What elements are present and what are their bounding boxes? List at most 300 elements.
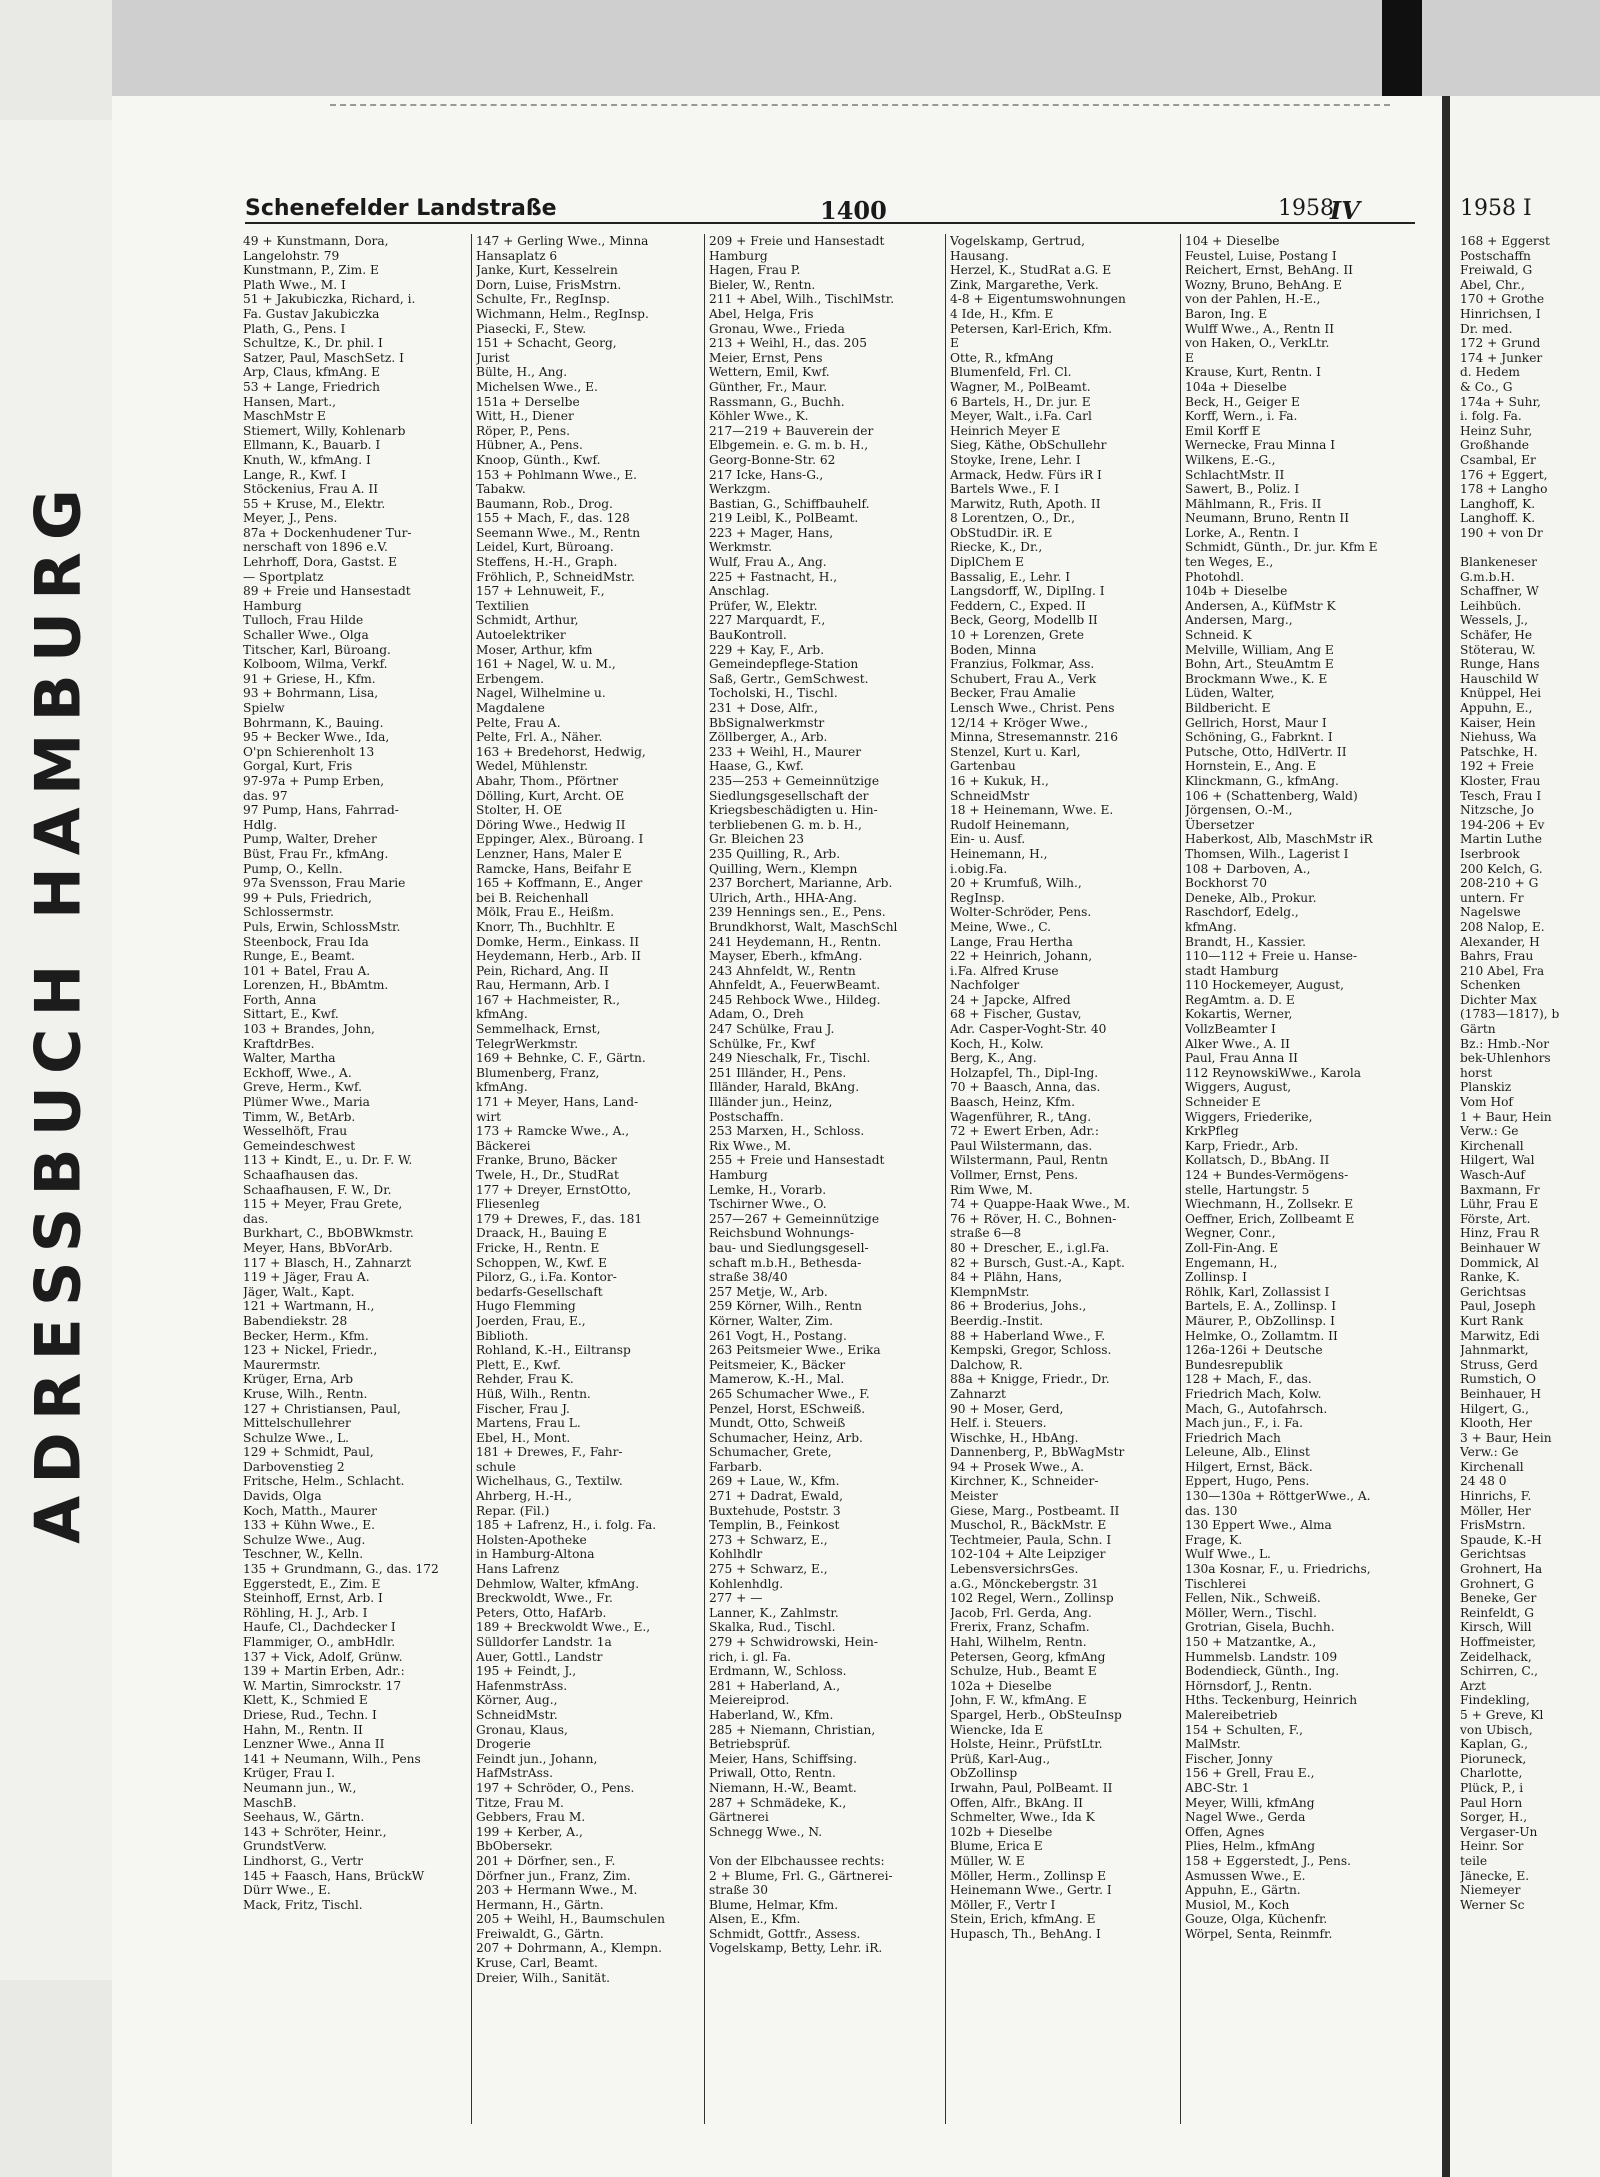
directory-entry-line: 259 Körner, Wilh., Rentn	[709, 1299, 862, 1314]
directory-entry-line: Gartenbau	[950, 759, 1016, 774]
directory-entry-line: 205 + Weihl, H., Baumschulen	[476, 1912, 665, 1927]
directory-entry-line: Minna, Stresemannstr. 216	[950, 730, 1119, 745]
directory-entry-line: Lehrhoff, Dora, Gastst. E	[243, 555, 398, 570]
directory-entry-line: 101 + Batel, Frau A.	[243, 963, 371, 978]
directory-entry-line: Wulf Wwe., L.	[1185, 1547, 1271, 1562]
directory-entry-line: Grotrian, Gisela, Buchh.	[1185, 1620, 1335, 1635]
directory-entry-line: 89 + Freie und Hansestadt	[243, 584, 411, 599]
directory-entry-line: 157 + Lehnuweit, F.,	[476, 584, 605, 599]
directory-entry-line: 245 Rehbock Wwe., Hildeg.	[709, 992, 881, 1007]
directory-entry-line: Biblioth.	[476, 1328, 529, 1343]
adjacent-entry-line: Kaplan, G.,	[1460, 1737, 1528, 1752]
adjacent-entry-line: Planskiz	[1460, 1080, 1512, 1095]
directory-entry-line: BauKontroll.	[709, 628, 787, 643]
directory-entry-line: 20 + Krumfuß, Wilh.,	[950, 876, 1082, 891]
directory-entry-line: 18 + Heinemann, Wwe. E.	[950, 803, 1114, 818]
directory-entry-line: 281 + Haberland, A.,	[709, 1678, 841, 1693]
directory-entry-line: 119 + Jäger, Frau A.	[243, 1270, 370, 1285]
directory-entry-line: KlempnMstr.	[950, 1284, 1030, 1299]
column-divider	[945, 234, 946, 2124]
directory-entry-line: 108 + Darboven, A.,	[1185, 861, 1311, 876]
directory-entry-line: 55 + Kruse, M., Elektr.	[243, 496, 386, 511]
directory-entry-line: Penzel, Horst, ESchweiß.	[709, 1401, 866, 1416]
directory-entry-line: Eppinger, Alex., Büroang. I	[476, 832, 644, 847]
directory-entry-line: 161 + Nagel, W. u. M.,	[476, 657, 616, 672]
directory-entry-line: Hupasch, Th., BehAng. I	[950, 1926, 1101, 1941]
adjacent-entry-line: 172 + Grund	[1460, 336, 1541, 351]
directory-entry-line: 2 + Blume, Frl. G., Gärtnerei-	[709, 1868, 893, 1883]
directory-entry-line: 90 + Moser, Gerd,	[950, 1401, 1064, 1416]
directory-entry-line: Lensch Wwe., Christ. Pens	[950, 701, 1115, 715]
directory-entry-line: Siedlungsgesellschaft der	[709, 788, 869, 803]
adjacent-entry-line: Abel, Chr.,	[1460, 277, 1525, 292]
directory-entry-line: MaschMstr E	[243, 409, 326, 424]
directory-entry-line: i.Fa. Alfred Kruse	[950, 963, 1059, 978]
adjacent-entry-line: d. Hedem	[1460, 365, 1520, 380]
directory-entry-line: Fischer, Frau J.	[476, 1401, 570, 1416]
directory-entry-line: 217 Icke, Hans-G.,	[709, 467, 824, 482]
directory-entry-line: Frage, K.	[1185, 1532, 1243, 1547]
directory-entry-line: 110 Hockemeyer, August,	[1185, 978, 1344, 993]
directory-entry-line: 6 Bartels, H., Dr. jur. E	[950, 394, 1091, 409]
spine-lettering	[18, 150, 98, 1870]
adjacent-entry-line: teile	[1460, 1853, 1488, 1868]
directory-entry-line: Drogerie	[476, 1737, 531, 1752]
directory-entry-line: Mamerow, K.-H., Mal.	[709, 1372, 845, 1387]
adjacent-entry-line: Dr. med.	[1460, 321, 1513, 336]
adjacent-entry-line: Alexander, H	[1460, 934, 1540, 949]
directory-entry-line: Hdlg.	[243, 817, 278, 832]
directory-entry-line: 261 Vogt, H., Postang.	[709, 1328, 847, 1343]
directory-entry-line: RegAmtm. a. D. E	[1185, 992, 1295, 1007]
directory-entry-line: Holzapfel, Th., Dipl-Ing.	[950, 1065, 1099, 1080]
directory-entry-line: Wischke, H., HbAng.	[950, 1430, 1079, 1445]
directory-entry-line: Kruse, Wilh., Rentn.	[243, 1386, 368, 1401]
directory-entry-line: Ebel, H., Mont.	[476, 1430, 571, 1445]
directory-entry-line: Postschaffn.	[709, 1109, 784, 1124]
directory-entry-line: Schulte, Fr., RegInsp.	[476, 292, 610, 307]
adjacent-entry-line: Hoffmeister,	[1460, 1635, 1537, 1649]
directory-entry-line: Werkzgm.	[709, 482, 771, 497]
directory-entry-line: Franzius, Folkmar, Ass.	[950, 657, 1095, 672]
directory-entry-line: Günther, Fr., Maur.	[709, 379, 828, 394]
directory-entry-line: Schoppen, W., Kwf. E	[476, 1255, 608, 1270]
adjacent-entry-line: Knüppel, Hei	[1460, 686, 1542, 701]
directory-entry-line: 153 + Pohlmann Wwe., E.	[476, 467, 637, 482]
directory-entry-line: Kempski, Gregor, Schloss.	[950, 1343, 1112, 1358]
directory-entry-line: Tabakw.	[476, 482, 526, 497]
directory-entry-line: E	[1185, 350, 1194, 365]
directory-entry-line: Kirchner, K., Schneider-	[950, 1474, 1099, 1489]
directory-entry-line: 86 + Broderius, Johs.,	[950, 1299, 1087, 1314]
adjacent-page-column	[1460, 234, 1600, 2164]
directory-entry-line: Zöllberger, A., Arb.	[709, 730, 828, 745]
directory-entry-line: Emil Korff E	[1185, 423, 1261, 438]
directory-entry-line: Haberkost, Alb, MaschMstr iR	[1185, 832, 1373, 847]
directory-entry-line: 257 Metje, W., Arb.	[709, 1284, 828, 1299]
directory-entry-line: Hilgert, Ernst, Bäck.	[1185, 1459, 1313, 1474]
directory-entry-line: 155 + Mach, F., das. 128	[476, 511, 630, 526]
directory-entry-line: Rim Wwe, M.	[950, 1182, 1033, 1197]
directory-entry-line: 211 + Abel, Wilh., TischlMstr.	[709, 292, 895, 307]
directory-entry-line: Seemann Wwe., M., Rentn	[476, 525, 641, 540]
directory-entry-line: Hermann, H., Gärtn.	[476, 1897, 604, 1912]
directory-entry-line: 123 + Nickel, Friedr.,	[243, 1343, 378, 1358]
directory-entry-line: Bockhorst 70	[1185, 876, 1268, 891]
directory-entry-line: Berg, K., Ang.	[950, 1051, 1037, 1066]
directory-entry-line: Dürr Wwe., E.	[243, 1883, 331, 1898]
directory-entry-line: Schaafhausen das.	[243, 1168, 359, 1182]
directory-entry-line: Helf. i. Steuers.	[950, 1416, 1047, 1431]
directory-entry-line: Driese, Rud., Techn. I	[243, 1707, 377, 1722]
directory-entry-line: 74 + Quappe-Haak Wwe., M.	[950, 1197, 1131, 1212]
directory-entry-line: Oeffner, Erich, Zollbeamt E	[1185, 1211, 1355, 1226]
directory-entry-line: Eppert, Hugo, Pens.	[1185, 1474, 1310, 1489]
directory-entry-line: Meyer, Walt., i.Fa. Carl	[950, 409, 1092, 424]
directory-entry-line: Teschner, W., Kelln.	[243, 1547, 364, 1562]
directory-entry-line: 106 + (Schattenberg, Wald)	[1185, 788, 1358, 803]
directory-entry-line: 163 + Bredehorst, Hedwig,	[476, 744, 646, 759]
directory-entry-line: Beck, H., Geiger E	[1185, 394, 1300, 409]
adjacent-entry-line: Arzt	[1460, 1678, 1486, 1693]
adjacent-entry-line: 5 + Greve, Kl	[1460, 1707, 1544, 1722]
directory-entry-line: Blumenfeld, Frl. Cl.	[950, 365, 1072, 380]
adjacent-entry-line: & Co., G	[1460, 379, 1513, 394]
directory-entry-line: Vollmer, Ernst, Pens.	[950, 1168, 1079, 1182]
directory-entry-line: Dreier, Wilh., Sanität.	[476, 1970, 611, 1985]
adjacent-entry-line: 210 Abel, Fra	[1460, 963, 1545, 978]
directory-entry-line: a.G., Mönckebergstr. 31	[950, 1576, 1099, 1591]
adjacent-entry-line: Klooth, Her	[1460, 1416, 1532, 1431]
directory-entry-line: Walter, Martha	[243, 1051, 336, 1066]
directory-entry-line: 158 + Eggerstedt, J., Pens.	[1185, 1853, 1351, 1868]
directory-entry-line: Hausang.	[950, 248, 1009, 263]
directory-entry-line: Vogelskamp, Gertrud,	[950, 234, 1085, 248]
adjacent-entry-line: Dommick, Al	[1460, 1255, 1539, 1270]
directory-entry-line: Plies, Helm., kfmAng	[1185, 1839, 1316, 1854]
directory-entry-line: 247 Schülke, Frau J.	[709, 1022, 835, 1037]
directory-entry-line: Seehaus, W., Gärtn.	[243, 1810, 365, 1825]
directory-entry-line: 115 + Meyer, Frau Grete,	[243, 1197, 403, 1212]
directory-entry-line: Heydemann, Herb., Arb. II	[476, 949, 641, 964]
directory-entry-line: Piasecki, F., Stew.	[476, 321, 587, 336]
directory-entry-line: 217—219 + Bauverein der	[709, 423, 874, 438]
directory-entry-line: Röper, P., Pens.	[476, 423, 570, 438]
directory-entry-line: Armack, Hedw. Fürs iR I	[950, 467, 1102, 482]
directory-entry-line: Neumann jun., W.,	[243, 1780, 357, 1795]
directory-entry-line: straße 6—8	[950, 1226, 1022, 1241]
directory-entry-line: Friedrich Mach	[1185, 1430, 1281, 1445]
directory-entry-line: Meyer, J., Pens.	[243, 511, 338, 526]
directory-entry-line: stelle, Hartungstr. 5	[1185, 1182, 1310, 1197]
directory-entry-line: Sieg, Käthe, ObSchullehr	[950, 438, 1107, 453]
directory-entry-line: Lüden, Walter,	[1185, 686, 1275, 701]
directory-entry-line: Fritsche, Helm., Schlacht.	[243, 1474, 405, 1489]
directory-entry-line: Dannenberg, P., BbWagMstr	[950, 1445, 1125, 1460]
directory-entry-line: 104b + Dieselbe	[1185, 584, 1288, 599]
directory-entry-line: 72 + Ewert Erben, Adr.:	[950, 1124, 1100, 1139]
directory-entry-line: 135 + Grundmann, G., das. 172	[243, 1562, 439, 1577]
directory-entry-line: 130 Eppert Wwe., Alma	[1185, 1518, 1332, 1533]
directory-entry-line: 169 + Behnke, C. F., Gärtn.	[476, 1051, 646, 1066]
directory-entry-line: Irwahn, Paul, PolBeamt. II	[950, 1780, 1113, 1795]
page-number: 1400	[820, 196, 887, 225]
directory-entry-line: 165 + Koffmann, E., Anger	[476, 876, 643, 891]
directory-entry-line: Gebbers, Frau M.	[476, 1810, 586, 1825]
directory-entry-line: Sittart, E., Kwf.	[243, 1007, 339, 1022]
directory-entry-line: 285 + Niemann, Christian,	[709, 1722, 876, 1737]
directory-entry-line: Helmke, O., Zollamtm. II	[1185, 1328, 1338, 1343]
directory-entry-line: 93 + Bohrmann, Lisa,	[243, 686, 379, 701]
adjacent-entry-line: 194-206 + Ev	[1460, 817, 1545, 832]
directory-entry-line: Prüß, Karl-Aug.,	[950, 1751, 1051, 1766]
directory-entry-line: 129 + Schmidt, Paul,	[243, 1445, 374, 1460]
directory-entry-line: Meyer, Willi, kfmAng	[1185, 1795, 1315, 1810]
directory-entry-line: John, F. W., kfmAng. E	[950, 1693, 1087, 1708]
directory-entry-line: 275 + Schwarz, E.,	[709, 1562, 828, 1577]
directory-entry-line: Beck, Georg, Modellb II	[950, 613, 1098, 628]
directory-entry-line: Puls, Erwin, SchlossMstr.	[243, 919, 401, 934]
directory-entry-line: SchlachtMstr. II	[1185, 467, 1285, 482]
directory-entry-line: 219 Leibl, K., PolBeamt.	[709, 511, 859, 526]
directory-entry-line: Kokartis, Werner,	[1185, 1007, 1293, 1022]
directory-entry-line: 97-97a + Pump Erben,	[243, 773, 385, 788]
directory-entry-line: Thomsen, Wilh., Lagerist I	[1185, 846, 1349, 861]
directory-entry-line: Hamburg	[709, 248, 768, 263]
directory-entry-line: Stöckenius, Frau A. II	[243, 482, 379, 497]
directory-entry-line: stadt Hamburg	[1185, 963, 1279, 978]
adjacent-entry-line: 174 + Junker	[1460, 350, 1543, 365]
directory-entry-line: straße 30	[709, 1883, 768, 1898]
adjacent-entry-line: Nitzsche, Jo	[1460, 803, 1534, 818]
directory-entry-line: Brockmann Wwe., K. E	[1185, 671, 1328, 686]
adjacent-entry-line: 1 + Baur, Hein	[1460, 1109, 1552, 1124]
directory-entry-line: 167 + Hachmeister, R.,	[476, 992, 620, 1007]
adjacent-entry-line: Beinhauer, H	[1460, 1386, 1541, 1401]
adjacent-entry-line: Leihbüch.	[1460, 598, 1522, 613]
directory-entry-line: 112 ReynowskiWwe., Karola	[1185, 1065, 1362, 1080]
top-dashed-rule	[330, 104, 1390, 106]
directory-entry-line: Sawert, B., Poliz. I	[1185, 482, 1300, 497]
directory-entry-line: Alsen, E., Kfm.	[709, 1912, 801, 1927]
directory-entry-line: Stein, Erich, kfmAng. E	[950, 1912, 1096, 1927]
directory-entry-line: Langelohstr. 79	[243, 248, 340, 263]
directory-entry-line: Kollatsch, D., BbAng. II	[1185, 1153, 1330, 1168]
directory-entry-line	[709, 1839, 943, 1854]
directory-entry-line: Bohn, Art., SteuAmtm E	[1185, 657, 1334, 672]
adjacent-entry-line: Heinz Suhr,	[1460, 423, 1533, 438]
directory-entry-line: Stiemert, Willy, Kohlenarb	[243, 423, 406, 438]
directory-entry-line: Heinemann, H.,	[950, 846, 1048, 861]
directory-entry-line: 99 + Puls, Friedrich,	[243, 890, 372, 905]
directory-entry-line: 143 + Schröter, Heinr.,	[243, 1824, 387, 1839]
directory-entry-line: Gr. Bleichen 23	[709, 832, 805, 847]
directory-entry-line: 197 + Schröder, O., Pens.	[476, 1780, 635, 1795]
directory-entry-line: das. 97	[243, 788, 288, 803]
directory-entry-line: 156 + Grell, Frau E.,	[1185, 1766, 1315, 1781]
directory-entry-line: Frerix, Franz, Schafm.	[950, 1620, 1090, 1635]
directory-entry-line: Hansen, Mart.,	[243, 394, 337, 409]
directory-entry-line: 141 + Neumann, Wilh., Pens	[243, 1751, 421, 1766]
directory-entry-line: Zollinsp. I	[1185, 1270, 1247, 1285]
directory-entry-line: MalMstr.	[1185, 1737, 1241, 1752]
directory-entry-line: Hugo Flemming	[476, 1299, 576, 1314]
directory-entry-line: Timm, W., BetArb.	[243, 1109, 356, 1124]
directory-entry-line: Rohland, K.-H., Eiltransp	[476, 1343, 631, 1358]
directory-entry-line: Priwall, Otto, Rentn.	[709, 1766, 836, 1781]
directory-entry-line: MaschB.	[243, 1795, 297, 1810]
directory-entry-line: Vogelskamp, Betty, Lehr. iR.	[709, 1941, 883, 1956]
adjacent-entry-line: 176 + Eggert,	[1460, 467, 1548, 482]
directory-entry-line: 110—112 + Freie u. Hanse-	[1185, 949, 1358, 964]
directory-entry-line: Wörpel, Senta, Reinmfr.	[1185, 1926, 1333, 1941]
directory-entry-line: 253 Marxen, H., Schloss.	[709, 1124, 865, 1139]
directory-entry-line: 4-8 + Eigentumswohnungen	[950, 292, 1126, 307]
directory-entry-line: VollzBeamter I	[1185, 1022, 1276, 1037]
directory-entry-line: bei B. Reichenhall	[476, 890, 589, 905]
directory-entry-line: Schülke, Fr., Kwf	[709, 1036, 815, 1051]
adjacent-entry-line: Iserbrook	[1460, 846, 1520, 861]
directory-entry-line: Pelte, Frl. A., Näher.	[476, 730, 603, 745]
directory-entry-line: terbliebenen G. m. b. H.,	[709, 817, 862, 832]
directory-entry-line: Haase, G., Kwf.	[709, 759, 804, 774]
directory-entry-line: Rix Wwe., M.	[709, 1138, 791, 1153]
directory-entry-line: 203 + Hermann Wwe., M.	[476, 1883, 638, 1898]
adjacent-entry-line: Kirsch, Will	[1460, 1620, 1532, 1635]
directory-entry-line: Bäckerei	[476, 1138, 531, 1153]
directory-entry-line: 130—130a + RöttgerWwe., A.	[1185, 1489, 1371, 1504]
adjacent-entry-line: Martin Luthe	[1460, 832, 1542, 847]
directory-entry-line: Bassalig, E., Lehr. I	[950, 569, 1071, 584]
directory-entry-line: Hagen, Frau P.	[709, 263, 801, 278]
directory-entry-line: Steffens, H.-H., Graph.	[476, 555, 618, 570]
directory-entry-line: bau- und Siedlungsgesell-	[709, 1240, 869, 1255]
directory-entry-line: Plett, E., Kwf.	[476, 1357, 561, 1372]
directory-entry-line: SchneidMstr	[950, 788, 1030, 803]
directory-entry-line: SchneidMstr.	[476, 1707, 558, 1722]
directory-entry-line: Zink, Margarethe, Verk.	[950, 277, 1099, 292]
directory-entry-line: 243 Ahnfeldt, W., Rentn	[709, 963, 856, 978]
directory-entry-line: Schulze, Hub., Beamt E	[950, 1664, 1097, 1679]
adjacent-entry-line: Postschaffn	[1460, 248, 1531, 263]
directory-entry-line: Boden, Minna	[950, 642, 1037, 657]
directory-entry-line: Lorenzen, H., BbAmtm.	[243, 978, 389, 993]
directory-entry-line: Draack, H., Bauing E	[476, 1226, 607, 1241]
directory-entry-line: Schneider E	[1185, 1095, 1261, 1110]
directory-entry-line: Tischlerei	[1185, 1576, 1247, 1591]
adjacent-entry-line: Grohnert, Ha	[1460, 1562, 1543, 1577]
adjacent-entry-line: Charlotte,	[1460, 1766, 1523, 1781]
directory-entry-line: 53 + Lange, Friedrich	[243, 379, 381, 394]
directory-entry-line: 249 Nieschalk, Fr., Tischl.	[709, 1051, 871, 1066]
directory-entry-line: Hübner, A., Pens.	[476, 438, 583, 453]
directory-entry-line: Eckhoff, Wwe., A.	[243, 1065, 352, 1080]
directory-entry-line: Körner, Walter, Zim.	[709, 1313, 834, 1328]
directory-entry-line: Mach jun., F., i. Fa.	[1185, 1416, 1303, 1431]
directory-entry-line: Fröhlich, P., SchneidMstr.	[476, 569, 635, 584]
directory-entry-line: Werkmstr.	[709, 540, 773, 555]
directory-entry-line: Fischer, Jonny	[1185, 1751, 1273, 1766]
directory-entry-line: ABC-Str. 1	[1185, 1780, 1250, 1795]
directory-entry-line: Dorn, Luise, FrisMstrn.	[476, 277, 622, 292]
adjacent-entry-line: Bahrs, Frau	[1460, 949, 1534, 964]
directory-entry-line: Hans Lafrenz	[476, 1562, 560, 1577]
directory-entry-line: Kohlenhdlg.	[709, 1576, 784, 1591]
directory-entry-line: 102-104 + Alte Leipziger	[950, 1547, 1106, 1562]
directory-entry-line: Nagel Wwe., Gerda	[1185, 1810, 1306, 1825]
directory-entry-line: Burkhart, C., BbOBWkmstr.	[243, 1226, 414, 1241]
adjacent-entry-line: Bz.: Hmb.-Nor	[1460, 1036, 1550, 1051]
adjacent-entry-line: Sorger, H.,	[1460, 1810, 1528, 1825]
directory-entry-line: Giese, Marg., Postbeamt. II	[950, 1503, 1120, 1518]
directory-entry-line: Köhler Wwe., K.	[709, 409, 809, 424]
directory-entry-line: 49 + Kunstmann, Dora,	[243, 234, 389, 248]
adjacent-entry-line: Niehuss, Wa	[1460, 730, 1537, 745]
directory-entry-line: wirt	[476, 1109, 502, 1124]
directory-entry-line: Spielw	[243, 701, 285, 715]
directory-entry-line: 207 + Dohrmann, A., Klempn.	[476, 1941, 662, 1956]
directory-entry-line: Witt, H., Diener	[476, 409, 574, 424]
page-header-street: Schenefelder Landstraße	[245, 196, 557, 221]
directory-entry-line: Mayser, Eberh., kfmAng.	[709, 949, 863, 964]
directory-entry-line: 231 + Dose, Alfr.,	[709, 701, 818, 715]
page-header-volume: IV	[1330, 196, 1360, 225]
directory-entry-line: Blume, Erica E	[950, 1839, 1043, 1854]
directory-entry-line: Lenzner Wwe., Anna II	[243, 1737, 385, 1752]
directory-entry-line: i.obig.Fa.	[950, 861, 1008, 876]
directory-column-4	[950, 234, 1178, 2134]
directory-entry-line: 179 + Drewes, F., das. 181	[476, 1211, 643, 1226]
adjacent-entry-line: Plück, P., i	[1460, 1780, 1524, 1795]
adjacent-entry-line: Förste, Art.	[1460, 1211, 1531, 1226]
directory-entry-line: 127 + Christiansen, Paul,	[243, 1401, 401, 1416]
directory-entry-line: Quilling, Wern., Klempn	[709, 861, 858, 876]
directory-entry-line: 251 Illänder, H., Pens.	[709, 1065, 847, 1080]
directory-entry-line: Gronau, Klaus,	[476, 1722, 568, 1737]
directory-entry-line: 171 + Meyer, Hans, Land-	[476, 1095, 639, 1110]
directory-entry-line: Maurermstr.	[243, 1357, 321, 1372]
adjacent-entry-line: bek-Uhlenhors	[1460, 1051, 1551, 1066]
directory-entry-line: Twele, H., Dr., StudRat	[476, 1168, 619, 1182]
directory-entry-line: Skalka, Rud., Tischl.	[709, 1620, 836, 1635]
directory-entry-line: Appuhn, E., Gärtn.	[1185, 1883, 1301, 1898]
adjacent-entry-line: FrisMstrn.	[1460, 1518, 1526, 1533]
directory-entry-line: 128 + Mach, F., das.	[1185, 1372, 1312, 1387]
directory-entry-line: Nagel, Wilhelmine u.	[476, 686, 606, 701]
adjacent-entry-line: 3 + Baur, Hein	[1460, 1430, 1552, 1445]
directory-entry-line: — Sportplatz	[243, 569, 324, 584]
directory-entry-line: 103 + Brandes, John,	[243, 1022, 375, 1037]
adjacent-entry-line: Kirchenall	[1460, 1459, 1524, 1474]
directory-entry-line: von der Pahlen, H.-E.,	[1185, 292, 1321, 307]
adjacent-entry-line: Hilgert, G.,	[1460, 1401, 1529, 1416]
adjacent-entry-line: 170 + Grothe	[1460, 292, 1545, 307]
directory-entry-line: 239 Hennings sen., E., Pens.	[709, 905, 886, 920]
directory-entry-line: Korff, Wern., i. Fa.	[1185, 409, 1298, 424]
adjacent-entry-line: Gerichtsas	[1460, 1547, 1527, 1562]
directory-entry-line: Wolter-Schröder, Pens.	[950, 905, 1092, 920]
directory-entry-line: Pilorz, G., i.Fa. Kontor-	[476, 1270, 617, 1285]
adjacent-entry-line: 208 Nalop, E.	[1460, 919, 1545, 934]
directory-entry-line: Mundt, Otto, Schweiß	[709, 1416, 846, 1431]
directory-entry-line: 263 Peitsmeier Wwe., Erika	[709, 1343, 881, 1358]
adjacent-entry-line: Kurt Rank	[1460, 1313, 1524, 1328]
directory-entry-line: Marwitz, Ruth, Apoth. II	[950, 496, 1101, 511]
adjacent-entry-line: Wasch-Auf	[1460, 1168, 1525, 1182]
adjacent-entry-line: Dichter Max	[1460, 992, 1537, 1007]
adjacent-entry-line: 208-210 + G	[1460, 876, 1539, 891]
directory-entry-line: 24 + Japcke, Alfred	[950, 992, 1071, 1007]
